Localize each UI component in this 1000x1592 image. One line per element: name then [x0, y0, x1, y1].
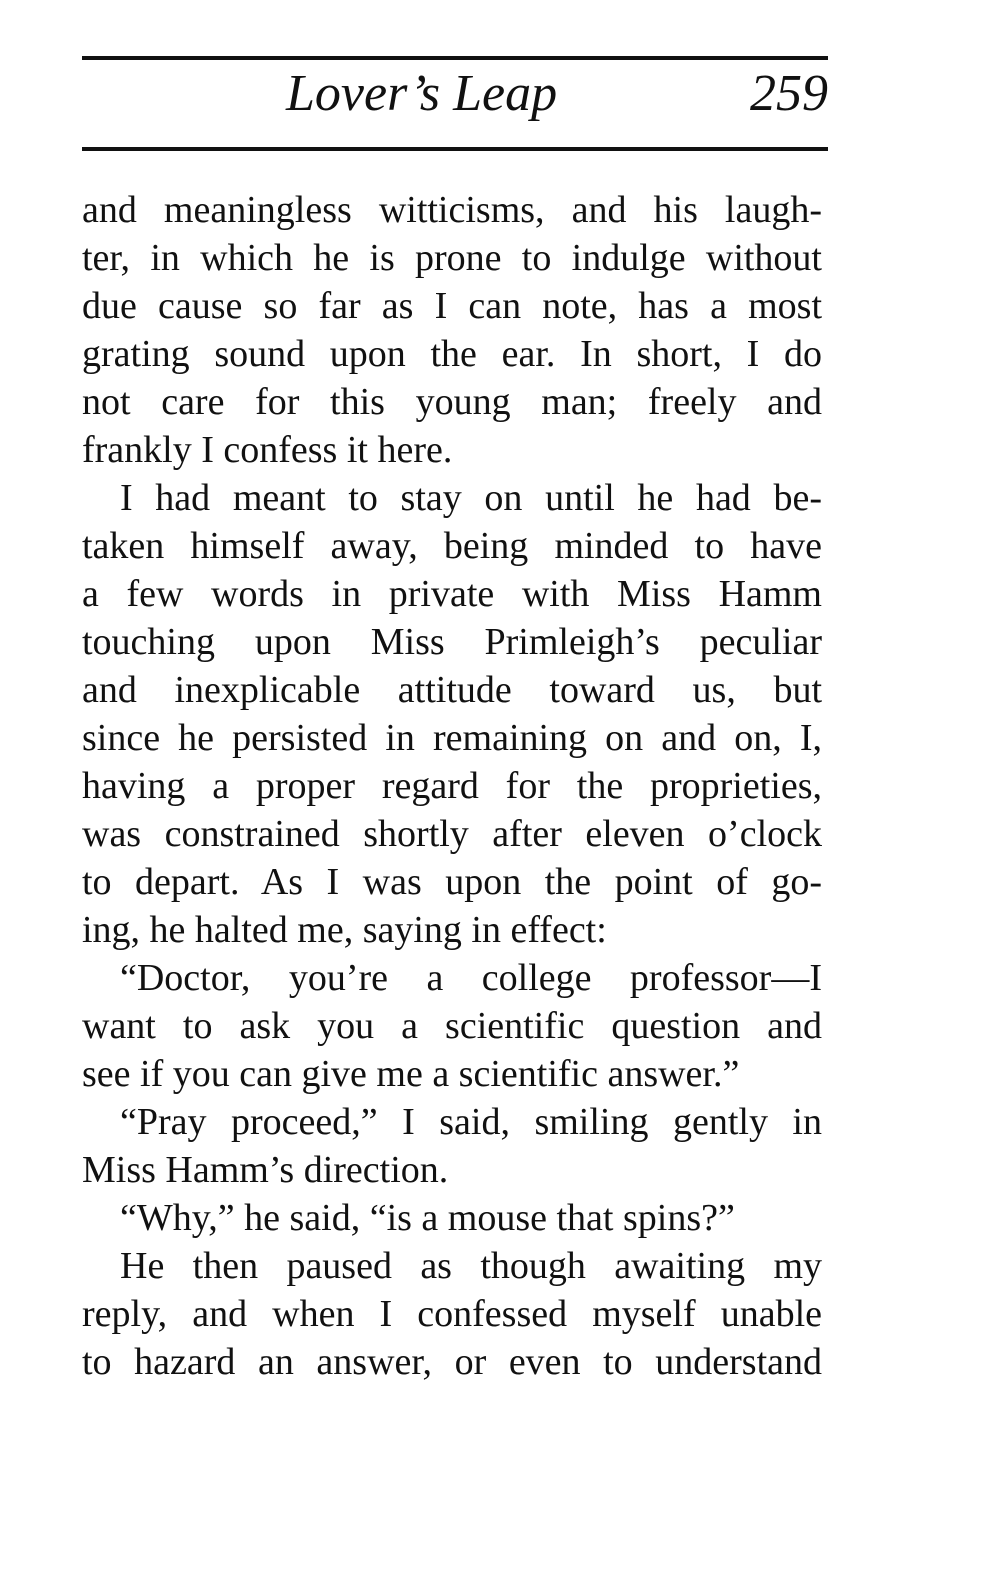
- paragraph-first-line: “Pray proceed,” I said, smiling gently in: [120, 1101, 822, 1143]
- text-line: see if you can give me a scientific answer.”: [82, 1053, 740, 1095]
- text-line: having a proper regard for the proprieties,: [82, 765, 822, 807]
- text-line: taken himself away, being minded to have: [82, 525, 822, 567]
- text-line: frankly I confess it here.: [82, 429, 453, 471]
- page-number: 259: [750, 65, 828, 122]
- text-line: and inexplicable attitude toward us, but: [82, 669, 822, 711]
- header-top-rule: [82, 56, 828, 60]
- text-line: due cause so far as I can note, has a most: [82, 285, 822, 327]
- text-line: since he persisted in remaining on and on, I,: [82, 717, 822, 759]
- text-line: ing, he halted me, saying in effect:: [82, 909, 607, 951]
- text-line: a few words in private with Miss Hamm: [82, 573, 822, 615]
- text-line: touching upon Miss Primleigh’s peculiar: [82, 621, 822, 663]
- text-line: Miss Hamm’s direction.: [82, 1149, 449, 1191]
- paragraph-first-line: “Why,” he said, “is a mouse that spins?”: [120, 1197, 735, 1239]
- text-line: grating sound upon the ear. In short, I do: [82, 333, 822, 375]
- text-line: to hazard an answer, or even to understand: [82, 1341, 822, 1383]
- text-line: reply, and when I confessed myself unable: [82, 1293, 822, 1335]
- text-line: to depart. As I was upon the point of go-: [82, 861, 822, 903]
- paragraph-first-line: “Doctor, you’re a college professor—I: [120, 957, 822, 999]
- text-line: and meaningless witticisms, and his laugh-: [82, 189, 822, 231]
- text-line: not care for this young man; freely and: [82, 381, 822, 423]
- header-bottom-rule: [82, 147, 828, 151]
- paragraph-first-line: He then paused as though awaiting my: [120, 1245, 822, 1287]
- text-line: was constrained shortly after eleven o’clock: [82, 813, 822, 855]
- paragraph-first-line: I had meant to stay on until he had be-: [120, 477, 822, 519]
- running-title: Lover’s Leap: [286, 65, 558, 122]
- text-line: ter, in which he is prone to indulge without: [82, 237, 822, 279]
- text-line: want to ask you a scientific question and: [82, 1005, 822, 1047]
